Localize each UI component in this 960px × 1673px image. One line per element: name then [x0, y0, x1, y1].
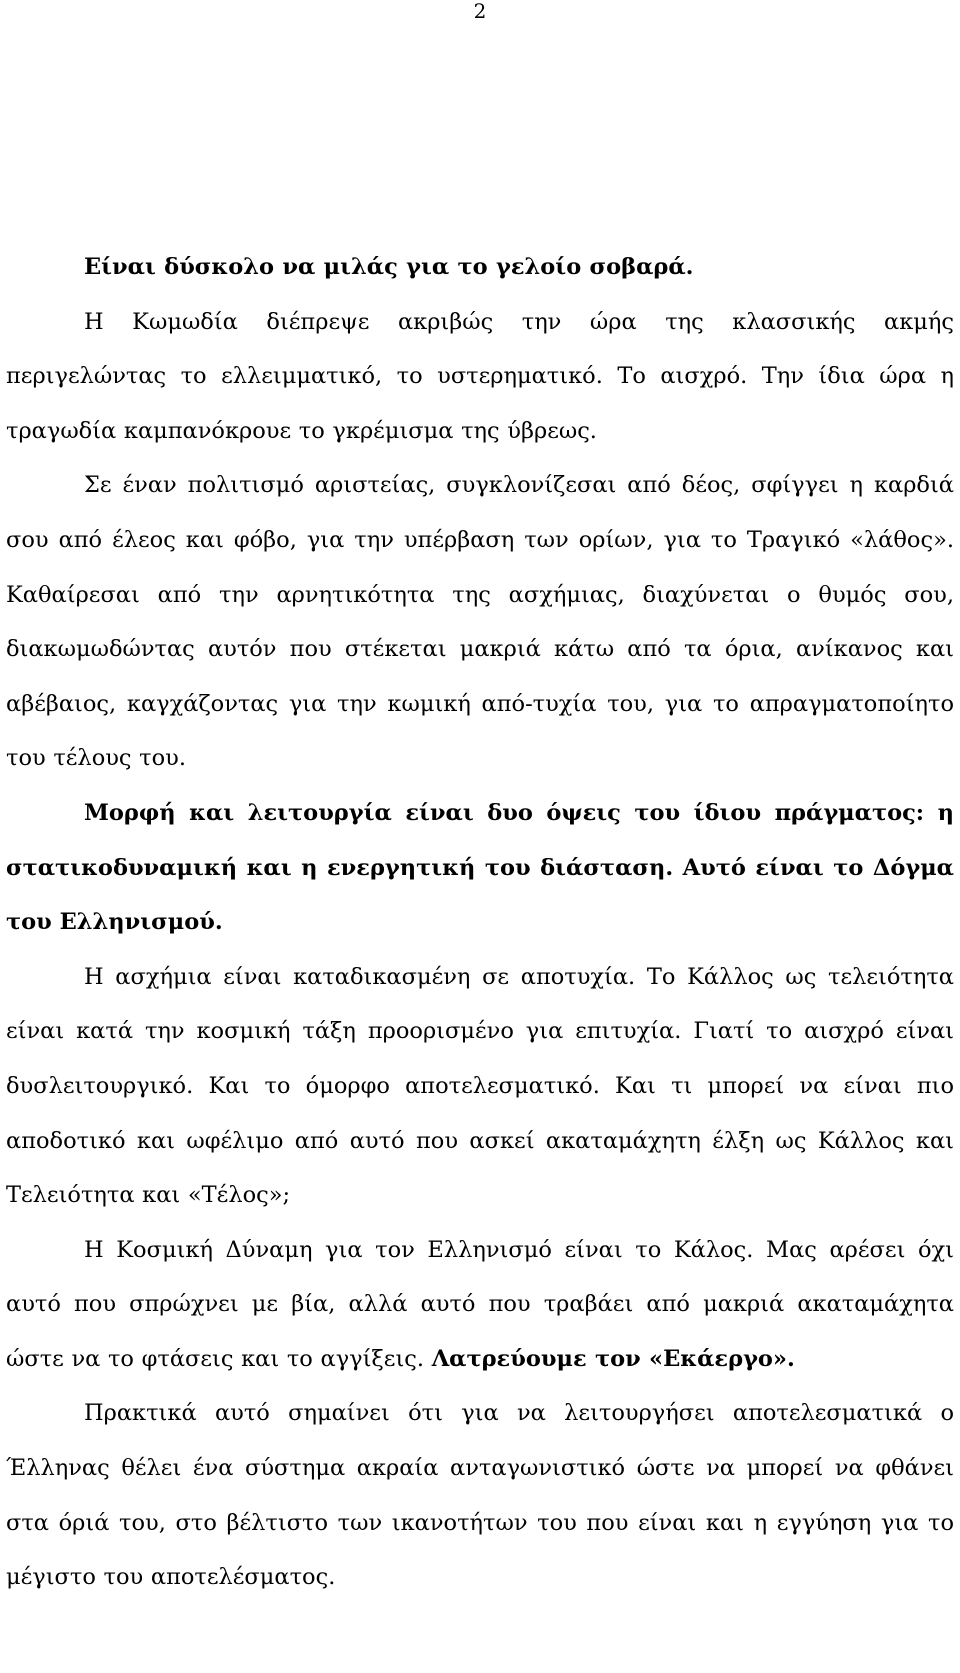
paragraph-cosmic-power — [6, 1223, 954, 1387]
section-heading: Είναι δύσκολο να μιλάς για το γελοίο σοβαρά. — [84, 254, 694, 280]
paragraph-cosmic-power-text: Η Κοσμική Δύναμη για τον Ελληνισμό είναι το Κάλος. Μας αρέσει όχι αυτό που σπρώχνει με βία, αλλά αυτό που τραβάει από μακριά ακαταμάχητα ώστε να το φτάσεις και το αγγίξεις. — [6, 1236, 954, 1372]
document-body — [6, 240, 954, 1605]
paragraph-tragedy: Σε έναν πολιτισμό αριστείας, συγκλονίζεσαι από δέος, σφίγγει η καρδιά σου από έλεος και φόβο, για την υπέρβαση των ορίων, για το Τραγικό «λάθος». Καθαίρεσαι από την αρνητικότητα της ασχήμιας, διαχύνεται ο θυμός σου, διακωμωδώντας αυτόν που στέκεται μακριά κάτω από τα όρια, ανίκανος και αβέβαιος, καγχάζοντας για την κωμική από-τυχία του, για το απραγματοποίητο του τέλους του. — [6, 472, 954, 772]
paragraph-beauty: Η ασχήμια είναι καταδικασμένη σε αποτυχία. Το Κάλλος ως τελειότητα είναι κατά την κοσμική τάξη προορισμένο για επιτυχία. Γιατί το αισχρό είναι δυσλειτουργικό. Και το όμορφο αποτελεσματικό. Και τι μπορεί να είναι πιο αποδοτικό και ωφέλιμο από αυτό που ασκεί ακαταμάχητη έλξη ως Κάλλος και Τελειότητα και «Τέλος»; — [6, 963, 954, 1209]
page-number: 2 — [473, 0, 487, 23]
paragraph-comedy: Η Κωμωδία διέπρεψε ακριβώς την ώρα της κλασσικής ακμής περιγελώντας το ελλειμματικό, το υστερηματικό. Το αισχρό. Την ίδια ώρα η τραγωδία καμπανόκρουε το γκρέμισμα της ύβρεως. — [6, 308, 954, 444]
paragraph-cosmic-power-emphasis: Λατρεύουμε τον «Εκάεργο». — [431, 1345, 795, 1372]
paragraph-dogma: Μορφή και λειτουργία είναι δυο όψεις του ίδιου πράγματος: η στατικοδυναμική και η ενεργητική του διάσταση. Αυτό είναι το Δόγμα του Ελληνισμού. — [6, 799, 954, 936]
paragraph-practical: Πρακτικά αυτό σημαίνει ότι για να λειτουργήσει αποτελεσματικά ο Έλληνας θέλει ένα σύστημα ακραία ανταγωνιστικό ώστε να μπορεί να φθάνει στα όριά του, στο βέλτιστο των ικανοτήτων του που είναι και η εγγύηση για το μέγιστο του αποτελέσματος. — [6, 1400, 954, 1591]
